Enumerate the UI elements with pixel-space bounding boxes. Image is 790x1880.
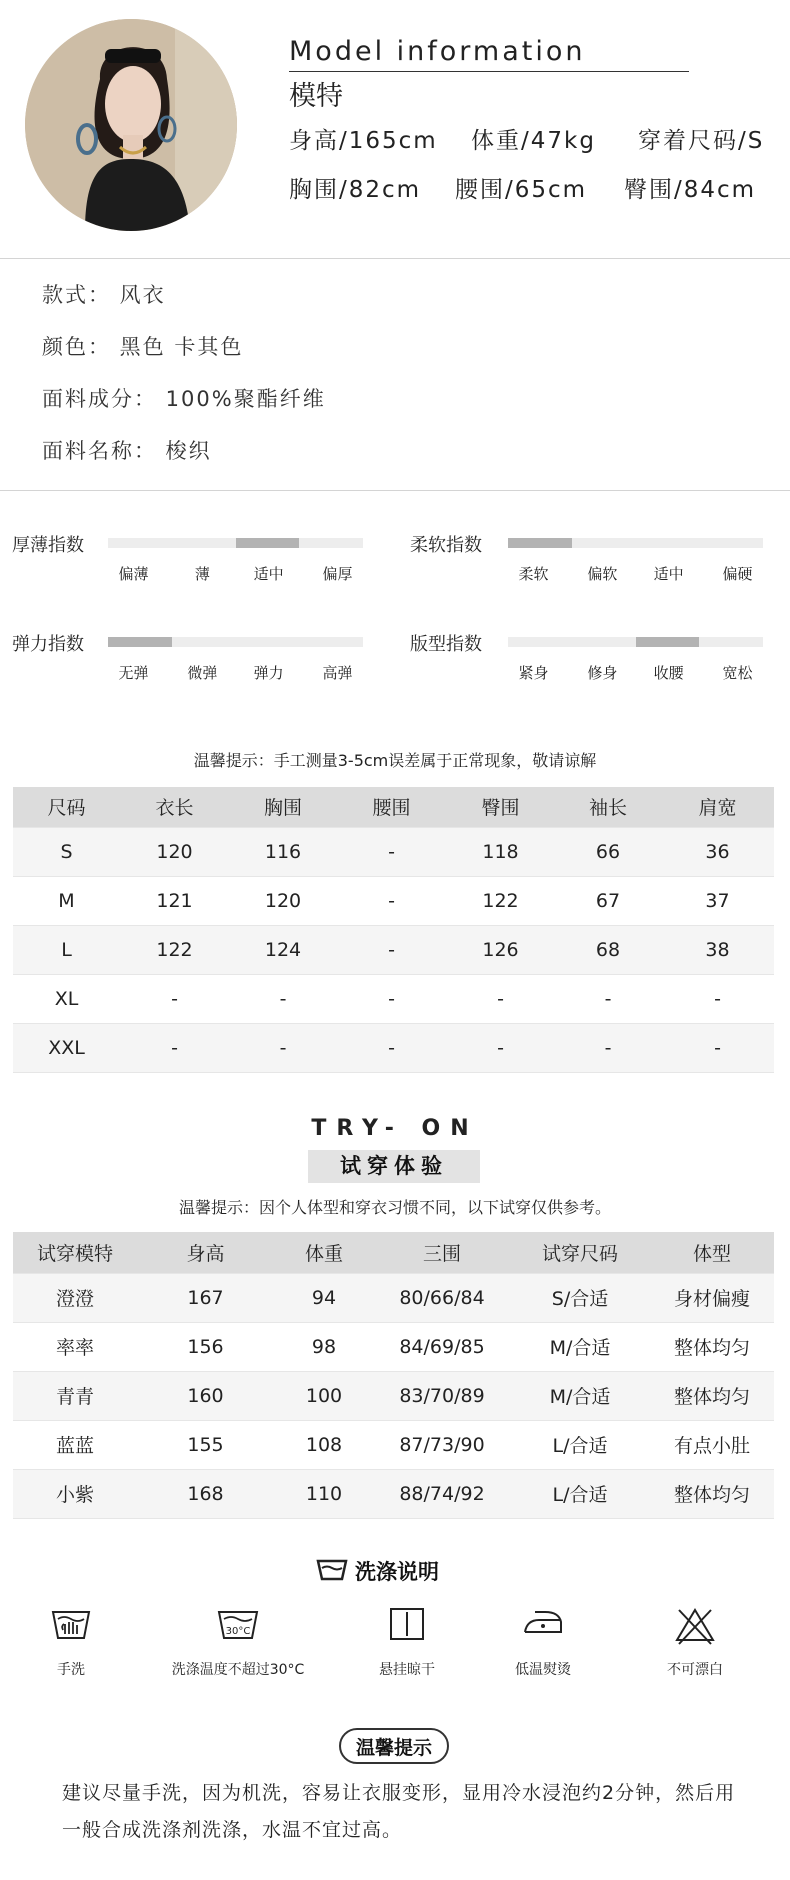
table-cell: 116 bbox=[229, 827, 337, 876]
table-header-cell: 三围 bbox=[374, 1232, 510, 1273]
table-cell: S/合适 bbox=[510, 1273, 650, 1322]
model-bust: 胸围/82cm bbox=[289, 177, 422, 203]
table-cell: 118 bbox=[446, 827, 555, 876]
table-cell: - bbox=[337, 876, 446, 925]
index-selected-marker bbox=[236, 538, 300, 548]
index-option: 高弹 bbox=[322, 664, 353, 682]
notice-badge: 温馨提示 bbox=[339, 1728, 449, 1764]
table-header-cell: 腰围 bbox=[337, 787, 446, 827]
size-table bbox=[13, 787, 774, 1073]
table-cell: 167 bbox=[137, 1273, 274, 1322]
table-cell: 澄澄 bbox=[13, 1273, 137, 1322]
table-cell: 67 bbox=[555, 876, 661, 925]
table-row bbox=[13, 827, 774, 876]
table-header-cell: 尺码 bbox=[13, 787, 120, 827]
index-option: 宽松 bbox=[722, 664, 753, 682]
table-cell: XL bbox=[13, 974, 120, 1023]
index-label: 厚薄指数 bbox=[12, 535, 84, 556]
wash-label: 低温熨烫 bbox=[515, 1662, 571, 1678]
table-header-cell: 身高 bbox=[137, 1232, 274, 1273]
attr-composition: 面料成分： 100%聚酯纤维 bbox=[42, 387, 326, 411]
table-header-cell: 体型 bbox=[650, 1232, 774, 1273]
table-cell: 168 bbox=[137, 1469, 274, 1518]
model-size: 穿着尺码/S bbox=[638, 128, 765, 154]
table-row bbox=[13, 1371, 774, 1420]
table-cell: 122 bbox=[446, 876, 555, 925]
index-track bbox=[508, 538, 763, 548]
title-divider bbox=[289, 71, 689, 72]
table-cell: - bbox=[661, 974, 774, 1023]
table-cell: - bbox=[337, 925, 446, 974]
table-cell: - bbox=[555, 1023, 661, 1072]
index-option: 弹力 bbox=[253, 664, 284, 682]
table-cell: 青青 bbox=[13, 1371, 137, 1420]
table-header-cell: 臀围 bbox=[446, 787, 555, 827]
table-cell: - bbox=[555, 974, 661, 1023]
index-option: 偏薄 bbox=[118, 565, 149, 583]
table-row bbox=[13, 1273, 774, 1322]
table-cell: L bbox=[13, 925, 120, 974]
table-row bbox=[13, 1322, 774, 1371]
no-bleach-icon bbox=[673, 1606, 717, 1650]
index-option: 紧身 bbox=[518, 664, 549, 682]
index-option: 无弹 bbox=[118, 664, 149, 682]
model-waist: 腰围/65cm bbox=[455, 177, 588, 203]
model-portrait-icon bbox=[25, 19, 237, 231]
table-cell: - bbox=[446, 974, 555, 1023]
attr-fabric: 面料名称： 梭织 bbox=[42, 439, 212, 463]
tryon-note: 温馨提示：因个人体型和穿衣习惯不同，以下试穿仅供参考。 bbox=[178, 1198, 611, 1217]
table-cell: 160 bbox=[137, 1371, 274, 1420]
table-cell: - bbox=[337, 1023, 446, 1072]
index-option: 适中 bbox=[653, 565, 684, 583]
index-selected-marker bbox=[636, 637, 700, 647]
table-cell: - bbox=[337, 827, 446, 876]
table-cell: - bbox=[337, 974, 446, 1023]
index-option: 偏软 bbox=[587, 565, 618, 583]
table-cell: 80/66/84 bbox=[374, 1273, 510, 1322]
table-cell: L/合适 bbox=[510, 1420, 650, 1469]
table-cell: 87/73/90 bbox=[374, 1420, 510, 1469]
model-info-subtitle: 模特 bbox=[289, 81, 343, 112]
table-cell: 38 bbox=[661, 925, 774, 974]
hang-dry-icon bbox=[388, 1606, 426, 1646]
table-cell: 小紫 bbox=[13, 1469, 137, 1518]
wash-label: 洗涤温度不超过30°C bbox=[171, 1662, 305, 1678]
index-track bbox=[108, 538, 363, 548]
table-cell: 蓝蓝 bbox=[13, 1420, 137, 1469]
table-cell: 122 bbox=[120, 925, 229, 974]
table-cell: - bbox=[446, 1023, 555, 1072]
table-cell: 66 bbox=[555, 827, 661, 876]
wash-label: 悬挂晾干 bbox=[379, 1662, 435, 1678]
model-weight: 体重/47kg bbox=[471, 128, 596, 154]
tryon-table bbox=[13, 1232, 774, 1519]
table-cell: 156 bbox=[137, 1322, 274, 1371]
table-cell: 有点小肚 bbox=[650, 1420, 774, 1469]
table-header-cell: 试穿模特 bbox=[13, 1232, 137, 1273]
table-cell: 整体均匀 bbox=[650, 1322, 774, 1371]
wash-label: 手洗 bbox=[57, 1662, 85, 1678]
index-option: 柔软 bbox=[518, 565, 549, 583]
notice-text: 建议尽量手洗，因为机洗，容易让衣服变形，显用冷水浸泡约2分钟，然后用一般合成洗涤剂洗涤，水温不宜过高。 bbox=[62, 1782, 736, 1841]
table-cell: 身材偏瘦 bbox=[650, 1273, 774, 1322]
svg-text:30°C: 30°C bbox=[225, 1626, 251, 1637]
table-cell: 83/70/89 bbox=[374, 1371, 510, 1420]
model-hip: 臀围/84cm bbox=[624, 177, 757, 203]
table-header-cell: 肩宽 bbox=[661, 787, 774, 827]
table-header-row bbox=[13, 787, 774, 827]
model-height: 身高/165cm bbox=[289, 128, 438, 154]
hand-wash-icon bbox=[50, 1606, 92, 1646]
index-option: 适中 bbox=[253, 565, 284, 583]
table-cell: 120 bbox=[120, 827, 229, 876]
attr-color: 颜色： 黑色 卡其色 bbox=[42, 335, 244, 359]
table-row bbox=[13, 974, 774, 1023]
index-option: 收腰 bbox=[653, 664, 684, 682]
table-row bbox=[13, 1023, 774, 1072]
index-label: 柔软指数 bbox=[410, 535, 482, 556]
table-cell: 98 bbox=[274, 1322, 374, 1371]
table-cell: S bbox=[13, 827, 120, 876]
model-photo bbox=[25, 19, 237, 231]
table-header-cell: 衣长 bbox=[120, 787, 229, 827]
table-cell: 121 bbox=[120, 876, 229, 925]
table-cell: M/合适 bbox=[510, 1371, 650, 1420]
table-cell: XXL bbox=[13, 1023, 120, 1072]
table-cell: M/合适 bbox=[510, 1322, 650, 1371]
table-cell: 84/69/85 bbox=[374, 1322, 510, 1371]
table-header-cell: 胸围 bbox=[229, 787, 337, 827]
tryon-title-cn: 试穿体验 bbox=[308, 1150, 480, 1183]
table-cell: 94 bbox=[274, 1273, 374, 1322]
table-cell: 整体均匀 bbox=[650, 1469, 774, 1518]
table-cell: - bbox=[229, 1023, 337, 1072]
index-option: 修身 bbox=[587, 664, 618, 682]
table-cell: 率率 bbox=[13, 1322, 137, 1371]
table-row bbox=[13, 925, 774, 974]
wash-30-icon bbox=[216, 1606, 260, 1646]
table-row bbox=[13, 1420, 774, 1469]
index-option: 微弹 bbox=[187, 664, 218, 682]
table-header-cell: 体重 bbox=[274, 1232, 374, 1273]
table-cell: 155 bbox=[137, 1420, 274, 1469]
table-cell: 126 bbox=[446, 925, 555, 974]
tryon-title-en: TRY- ON bbox=[311, 1116, 479, 1141]
table-header-cell: 袖长 bbox=[555, 787, 661, 827]
table-row bbox=[13, 876, 774, 925]
table-header-cell: 试穿尺码 bbox=[510, 1232, 650, 1273]
table-header-row bbox=[13, 1232, 774, 1273]
index-selected-marker bbox=[508, 538, 572, 548]
low-iron-icon bbox=[521, 1606, 565, 1642]
table-row bbox=[13, 1469, 774, 1518]
index-label: 版型指数 bbox=[410, 634, 482, 655]
section-divider bbox=[0, 258, 790, 259]
table-cell: - bbox=[229, 974, 337, 1023]
table-cell: L/合适 bbox=[510, 1469, 650, 1518]
index-track bbox=[108, 637, 363, 647]
table-cell: - bbox=[120, 1023, 229, 1072]
index-option: 薄 bbox=[194, 565, 210, 583]
table-cell: 37 bbox=[661, 876, 774, 925]
table-cell: 36 bbox=[661, 827, 774, 876]
index-option: 偏硬 bbox=[722, 565, 753, 583]
attr-style: 款式： 风衣 bbox=[42, 283, 166, 307]
section-divider bbox=[0, 490, 790, 491]
index-label: 弹力指数 bbox=[12, 634, 84, 655]
wash-title: 洗涤说明 bbox=[355, 1560, 439, 1584]
index-track bbox=[508, 637, 763, 647]
table-cell: 68 bbox=[555, 925, 661, 974]
table-cell: - bbox=[120, 974, 229, 1023]
model-info-title: Model information bbox=[289, 36, 586, 67]
table-cell: 108 bbox=[274, 1420, 374, 1469]
table-cell: 整体均匀 bbox=[650, 1371, 774, 1420]
wash-label: 不可漂白 bbox=[667, 1662, 723, 1678]
table-cell: 110 bbox=[274, 1469, 374, 1518]
table-cell: 124 bbox=[229, 925, 337, 974]
size-note: 温馨提示：手工测量3-5cm误差属于正常现象，敬请谅解 bbox=[193, 751, 597, 770]
table-cell: 88/74/92 bbox=[374, 1469, 510, 1518]
table-cell: - bbox=[661, 1023, 774, 1072]
index-selected-marker bbox=[108, 637, 172, 647]
table-cell: 100 bbox=[274, 1371, 374, 1420]
wash-basin-icon bbox=[316, 1558, 348, 1582]
index-option: 偏厚 bbox=[322, 565, 353, 583]
table-cell: 120 bbox=[229, 876, 337, 925]
table-cell: M bbox=[13, 876, 120, 925]
